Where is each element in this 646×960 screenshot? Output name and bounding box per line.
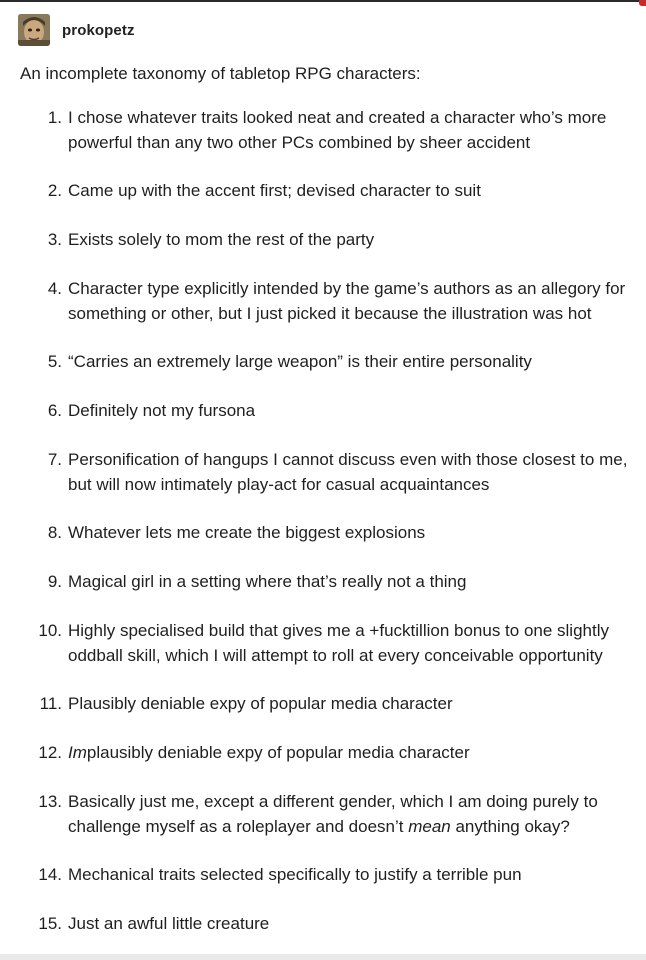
list-number: 7. [47,450,62,469]
list-number: 10. [38,621,62,640]
list-item [0,179,646,204]
list-text: Highly specialised build that gives me a +fucktillion bonus to one slightly oddball skill, which I will attempt to roll at every conceivable opportunity [68,621,609,665]
list-number: 9. [47,572,62,591]
list-text: Came up with the accent first; devised character to suit [68,181,481,200]
list-text [68,741,634,766]
list-text [68,790,634,839]
list-number: 3. [47,230,62,249]
list-number: 4. [47,279,62,298]
list-text: Exists solely to mom the rest of the party [68,230,375,249]
list-text: Whatever lets me create the biggest explosions [68,523,426,542]
list-item [0,863,646,888]
post-intro: An incomplete taxonomy of tabletop RPG characters: [20,64,421,83]
list-text: Plausibly deniable expy of popular media character [68,694,453,713]
list-number: 15. [38,914,62,933]
list-number: 6. [47,401,62,420]
list-item [0,570,646,595]
list-text: Character type explicitly intended by the game’s authors as an allegory for something or other, but I just picked it because the illustration was hot [68,279,626,323]
list-text: Definitely not my fursona [68,401,256,420]
list-item [0,106,646,155]
list-number: 1. [47,108,62,127]
emphasis-text: Im [68,743,87,762]
post-header [18,14,135,46]
bottom-border [0,954,646,960]
list-item [0,741,646,766]
list-text: Mechanical traits selected specifically to justify a terrible pun [68,865,522,884]
taxonomy-list [0,106,646,937]
emphasis-text: mean [408,816,451,836]
list-number: 11. [39,694,62,713]
list-number: 8. [47,523,62,542]
list-text: I chose whatever traits looked neat and created a character who’s more powerful than any two other PCs combined by sheer accident [68,108,607,152]
list-item [0,521,646,546]
avatar[interactable] [18,14,50,46]
list-text-pre: Basically just me, except a different gender, which I am doing purely to challenge myself as a roleplayer and doesn’t [68,792,598,836]
list-text-rest: plausibly deniable expy of popular media character [86,743,470,762]
list-text-post: anything okay? [450,816,570,836]
list-item [0,619,646,668]
list-item [0,350,646,375]
list-item [0,448,646,497]
list-number: 5. [47,352,62,371]
top-border [0,0,646,2]
list-text: Personification of hangups I cannot discuss even with those closest to me, but will now intimately play-act for casual acquaintances [68,450,628,494]
list-item [0,228,646,253]
list-text: “Carries an extremely large weapon” is their entire personality [68,352,532,371]
list-item [0,399,646,424]
username-link[interactable]: prokopetz [62,21,135,39]
list-number: 12. [38,743,62,762]
avatar-portrait-icon [18,14,50,46]
list-item [0,692,646,717]
corner-indicator [639,0,646,6]
list-item [0,790,646,839]
list-number: 2. [47,181,62,200]
list-text: Just an awful little creature [68,914,270,933]
list-item [0,277,646,326]
list-number: 14. [38,865,62,884]
list-number: 13. [38,792,62,811]
list-item [0,912,646,937]
list-text: Magical girl in a setting where that’s really not a thing [68,572,467,591]
